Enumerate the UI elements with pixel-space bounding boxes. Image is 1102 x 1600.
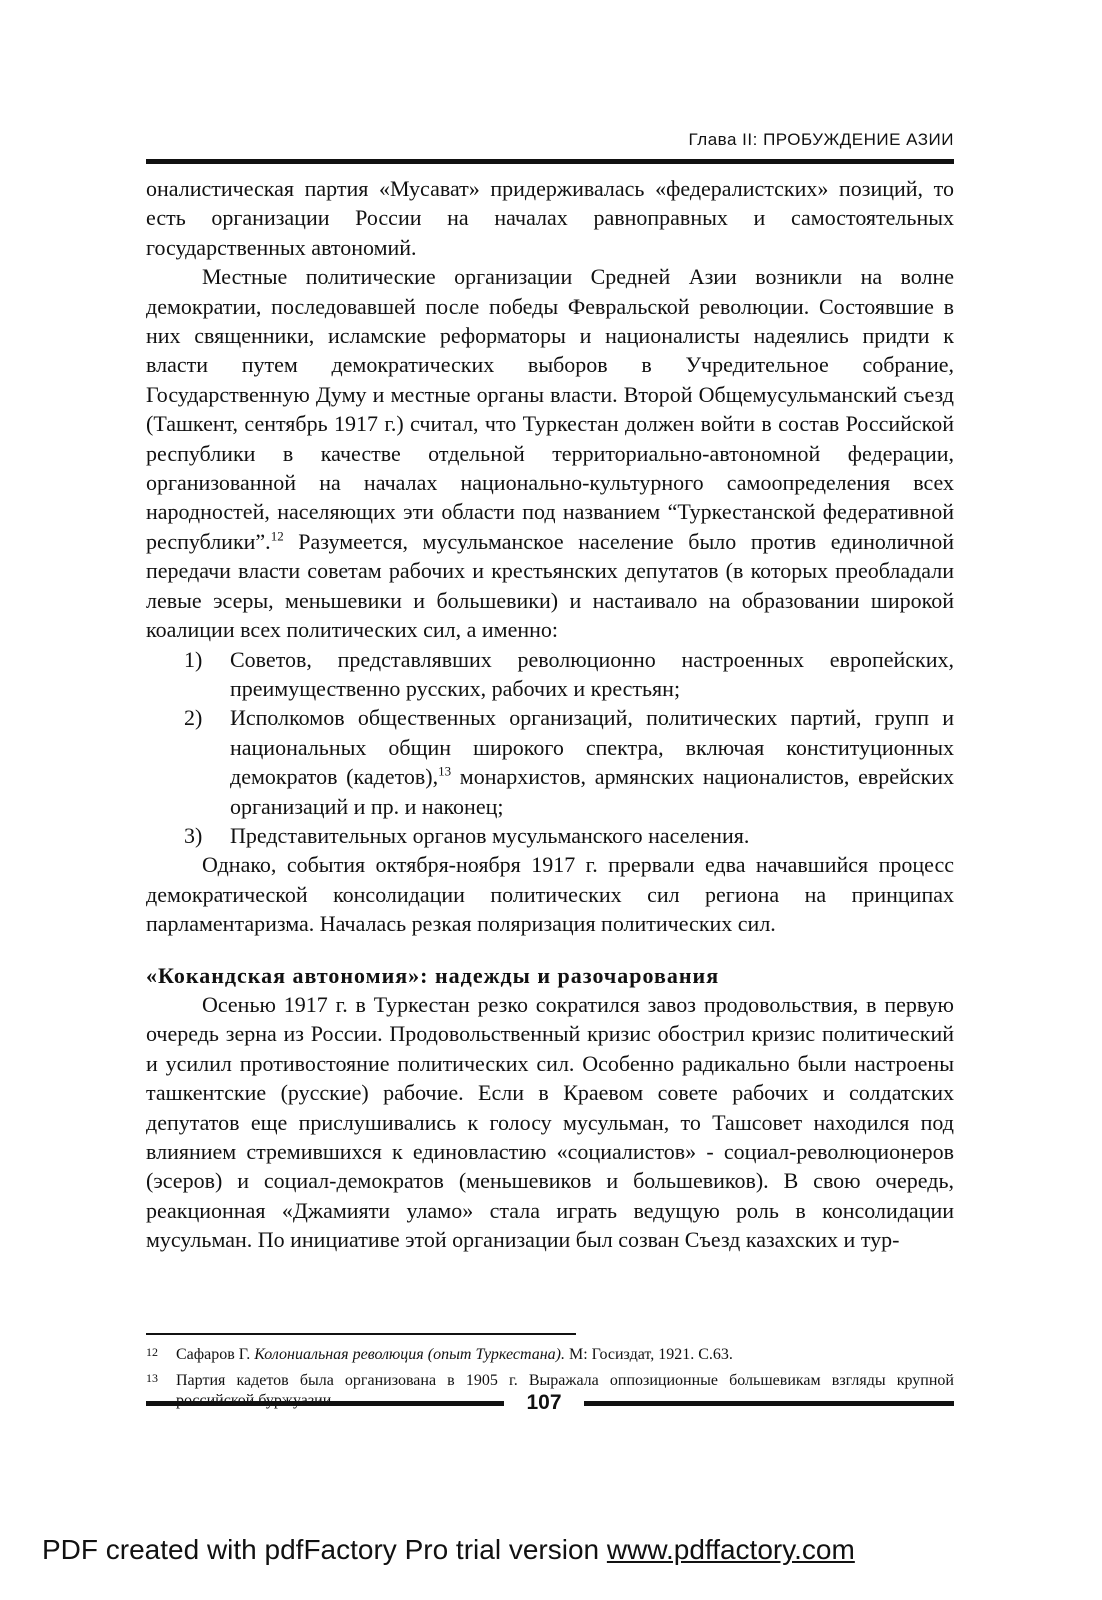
footnote-publication: М: Госиздат, 1921. С.63. xyxy=(564,1346,733,1363)
paragraph-1: оналистическая партия «Мусават» придерживалась «федералистских» позиций, то есть организации России на началах равноправных и самостоятельных государственных автономий. xyxy=(146,176,954,260)
list-number: 1) xyxy=(184,646,203,672)
coalition-list xyxy=(146,645,954,851)
list-item-text: Исполкомов общественных организаций, политических партий, групп и национальных общин широкого спектра, включая конституционных демократов (кадетов), xyxy=(230,705,954,790)
page-bar-left-rule xyxy=(146,1401,504,1406)
paragraph-2 xyxy=(146,262,954,644)
list-number: 3) xyxy=(184,822,203,848)
paragraph-2-continued: Разумеется, мусульманское население было против единоличной передачи власти советам рабочих и крестьянских депутатов (в которых преобладали левые эсеры, меньшевики и большевики) и настаивало на образовании широкой коалиции всех политических сил, а именно: xyxy=(146,528,954,643)
page-number: 107 xyxy=(526,1391,562,1414)
page-number-bar xyxy=(146,1392,954,1416)
page-body xyxy=(146,174,954,1255)
list-item-text: Представительных органов мусульманского населения. xyxy=(230,822,750,848)
section-heading: «Кокандская автономия»: надежды и разочарования xyxy=(146,962,720,988)
footnote-ref-13[interactable]: 13 xyxy=(438,763,452,779)
footnote-title: Колониальная революция (опыт Туркестана). xyxy=(254,1346,565,1363)
list-item xyxy=(146,821,954,850)
footnote-text: Партия кадетов была организована в 1905 г. Выражала оппозиционные большевикам взгляды крупной xyxy=(176,1372,954,1389)
paragraph-4: Осенью 1917 г. в Туркестан резко сократился завоз продовольствия, в первую очередь зерна из России. Продовольственный кризис обострил кризис политический и усилил противостояние политических сил. Особенно радикально были настроены ташкентские (русские) рабочие. Если в Краевом совете рабочих и солдатских депутатов еще прислушивались к голосу мусульман, то Ташсовет находился под влиянием стремившихся к единовластию «социалистов» - социал-революционеров (эсеров) и социал-демократов (меньшевиков и большевиков). В свою очередь, реакционная «Джамияти уламо» стала играть ведущую роль в консолидации мусульман. По инициативе этой организации был созван Съезд казахских и тур- xyxy=(146,991,954,1253)
pdf-watermark xyxy=(42,1534,1082,1566)
pdffactory-link[interactable]: www.pdffactory.com xyxy=(606,1534,855,1565)
footnote-number: 12 xyxy=(146,1345,158,1359)
paragraph-2-text: Местные политические организации Средней Азии возникли на волне демократии, последовавшей после победы Февральской революции. Состоявшие в них священники, исламские реформаторы и националисты надеялись придти к власти путем демократических выборов в Учредительное собрание, Государственную Думу и местные органы власти. Второй Общемусульманский съезд (Ташкент, сентябрь 1917 г.) считал, что Туркестан должен войти в состав Российской республики в качестве отдельной территориально-автономной федерации, организованной на началах национально-культурного самоопределения всех народностей, населяющих эти области под названием “Туркестанской федеративной республики”. xyxy=(146,264,954,554)
running-head: Глава II: ПРОБУЖДЕНИЕ АЗИИ xyxy=(688,130,954,149)
footnote-rule xyxy=(146,1333,576,1335)
list-item-text: Советов, представлявших революционно настроенных европейских, преимущественно русских, рабочих и крестьян; xyxy=(230,646,954,701)
header-rule xyxy=(146,159,954,164)
list-number: 2) xyxy=(184,705,203,731)
list-item xyxy=(146,645,954,704)
list-item-text-continued: монархистов, армянских националистов, еврейских организаций и пр. и наконец; xyxy=(230,764,954,819)
page-bar-right-rule xyxy=(584,1401,954,1406)
footnote-number: 13 xyxy=(146,1371,158,1385)
footnote-ref-12[interactable]: 12 xyxy=(270,528,284,544)
list-item xyxy=(146,703,954,821)
footnote-12 xyxy=(146,1345,954,1365)
footnote-author: Сафаров Г. xyxy=(176,1346,255,1363)
paragraph-3: Однако, события октября-ноября 1917 г. прервали едва начавшийся процесс демократической консолидации политических сил региона на принципах парламентаризма. Началась резкая поляризация политических сил. xyxy=(146,852,954,937)
pdf-watermark-text: PDF created with pdfFactory Pro trial version xyxy=(42,1534,607,1565)
